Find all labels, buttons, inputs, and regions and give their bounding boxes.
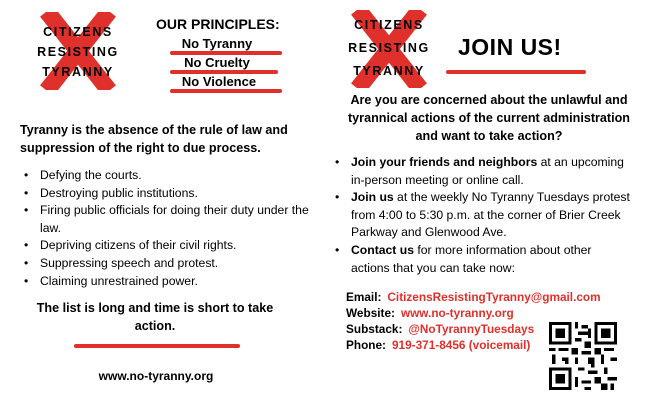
list-item: • Destroying public institutions. [22,185,322,203]
contact-email [346,290,601,304]
contact-label: Email: [346,290,382,304]
contact-label: Website: [346,306,395,320]
contact-substack [346,322,534,336]
principle-no-tyranny: No Tyranny [181,36,253,51]
contact-label: Phone: [346,338,386,352]
list-item [333,154,633,189]
logo-line-2: RESISTING [348,41,430,55]
closing-underline [74,344,240,348]
list-item-bold: Contact us [351,242,414,257]
strike-3 [170,89,282,93]
list-item: • Firing public officials for doing their duty under the law. [22,202,322,237]
list-item [333,242,633,277]
contact-label: Substack: [346,322,403,336]
contact-website [346,306,514,320]
principle-no-violence: No Violence [181,74,257,89]
phone-link[interactable]: 919-371-8456 (voicemail) [391,338,531,352]
logo-line-1: CITIZENS [354,18,424,32]
list-item: • Depriving citizens of their civil rights. [22,237,322,255]
substack-link[interactable]: @NoTyrannyTuesdays [408,322,535,336]
list-item [333,189,633,242]
logo-line-3: TYRANNY [353,64,425,78]
email-link[interactable]: CitizensResistingTyranny@gmail.com [387,290,601,304]
logo-line-1: CITIZENS [43,25,113,39]
action-list [333,154,633,277]
list-item: • Suppressing speech and protest. [22,255,322,273]
list-item-text: at an upcoming in-person meeting or online call. [351,155,624,187]
logo-right [331,10,447,88]
principles-title: OUR PRINCIPLES: [156,16,280,32]
question-text: Are you are concerned about the unlawful and tyrannical actions of the current administration and want to take action? [347,93,630,143]
join-underline [446,70,586,74]
logo-line-2: RESISTING [37,45,119,59]
logo-left [20,12,136,90]
tyranny-list [22,167,322,290]
contact-phone [346,338,530,352]
list-item-text: for more information about other actions that you can take now: [351,242,592,275]
qr-code-icon[interactable] [549,322,617,390]
closing-text: The list is long and time is short to take action. [36,301,274,333]
website-link[interactable]: www.no-tyranny.org [98,369,214,383]
list-item-text: at the weekly No Tyranny Tuesdays protest from 4:00 to 5:30 p.m. at the corner of Brier Creek Parkway and Glenwood Ave. [351,190,630,240]
list-item-bold: Join us [351,190,394,205]
website-link[interactable]: www.no-tyranny.org [400,306,514,320]
join-heading: JOIN US! [458,34,562,60]
intro-text: Tyranny is the absence of the rule of law and suppression of the right to due process. [20,123,288,155]
list-item: • Defying the courts. [22,167,322,185]
list-item: • Claiming unrestrained power. [22,273,322,291]
list-item-bold: Join your friends and neighbors [351,155,538,169]
principle-no-cruelty: No Cruelty [184,55,250,70]
logo-line-3: TYRANNY [42,65,114,79]
